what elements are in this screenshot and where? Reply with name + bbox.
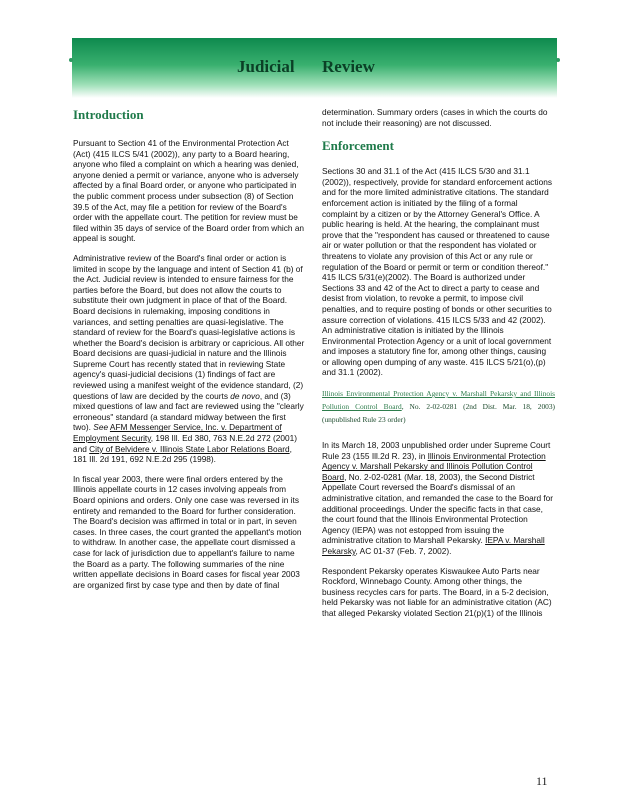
enf-p2-text-b: , No. 2-02-0281 (Mar. 18, 2003), the Second District Appellate Court reversed the Board's dismissal of an administrative citation, and remanded the case to the Board for additional proceedings. Under the specific facts in that case, the court found that the Illinois Environmental Protection Agency (IEPA) was not estopped from issuing the administrative citation to Marshall Pekarsky. [322, 471, 554, 546]
case-citation-afm: AFM Messenger Service, Inc. v. Department of Employment Security [73, 422, 282, 444]
intro-p2-text-a: Administrative review of the Board's final order or action is limited in scope by the language and intent of Section 41 (b) of the Act. Judicial review is intended to ensure fairness for the parties before the Board, but does not allow the courts to substitute their own judgment in place of that of the Board. Board decisions in rulemaking, imposing conditions in variances, and setting penalties are quasi-legislative. The standard of review for the Board's quasi-legislative actions is whether the Board's decision is arbitrary or capricious. All other Board decisions are quasi-judicial in nature and the Illinois Supreme Court has recently stated that in reviewing State agency's quasi-judicial decisions (1) findings of fact are reviewed using a manifest weight of the evidence standard, (2) questions of law are decided by the courts [73, 252, 305, 401]
header-banner [72, 38, 557, 98]
see-signal: See [93, 422, 109, 433]
intro-paragraph-3: In fiscal year 2003, there were final orders entered by the Illinois appellate courts in 12 cases involving appeals from Board opinions and orders. Only one case was reversed in its entirety and remanded to the Board for further consideration. The Board's decision was affirmed in total or in part, in seven cases. In three cases, the court granted the appellant's motion to withdraw. In another case, the appellate court dismissed a case for lack of jurisdiction due to appellant's failure to name the Board as a party. The following summaries of the nine written appellate decisions in Board cases for fiscal year 2003 are organized first by case type and then by date of final [73, 473, 302, 590]
page-title-word-1: Judicial [237, 57, 295, 76]
case-caption-title: Illinois Environmental Protection Agency v. Marshall Pekarsky and Illinois Pollution Control Board [322, 389, 555, 412]
intro-p2-text-b: , and (3) mixed questions of law and fact are reviewed using the "clearly erroneous" standard (a standard midway between the first two). [73, 390, 304, 433]
case-citation-belvidere: City of Belvidere v. Illinois State Labor Relations Board [89, 443, 290, 454]
case-citation-ac-01-37: IEPA v. Marshall Pekarsky [322, 535, 545, 556]
banner-right-dot [556, 58, 560, 62]
right-column [322, 107, 555, 628]
banner-left-dot [69, 58, 73, 62]
enforcement-paragraph-2 [322, 440, 555, 557]
case-caption-details: , No. 2-02-0281 (2nd Dist. Mar. 18, 2003) (unpublished Rule 23 order) [322, 402, 555, 425]
enforcement-heading: Enforcement [322, 138, 394, 154]
case-caption [322, 387, 555, 426]
intro-p2-text-d: , 181 Ill. 2d 191, 692 N.E.2d 295 (1998). [73, 443, 292, 465]
de-novo-term: de novo [230, 390, 260, 401]
enforcement-paragraph-1: Sections 30 and 31.1 of the Act (415 ILCS 5/30 and 31.1 (2002)), respectively, provide for standard enforcement actions and for the more limited administrative citations. The standard enforcement action is initiated by the filing of a formal complaint by a citizen or by the Attorney General's Office. A public hearing is held. At the hearing, the complainant must prove that the "respondent has caused or threatened to cause air or water pollution or that the respondent has violated or threatens to violate any provision of this Act or any rule or regulation of the Board or permit or term or condition thereof." 415 ILCS 5/31(e)(2002). The Board is authorized under Sections 33 and 42 of the Act to direct a party to cease and desist from violation, to revoke a permit, to impose civil penalties, and to require posting of bonds or other securities to assure correction of violations. 415 ILCS 5/33 and 42 (2002). An administrative citation is initiated by the Illinois Environmental Protection Agency or a unit of local government and imposes a statutory fine for, among other things, causing or allowing open dumping of any waste. 415 ILCS 5/21(o),(p) and 31.1 (2002). [322, 166, 552, 378]
intro-paragraph-2 [73, 253, 306, 465]
page-title-word-2: Review [322, 57, 375, 76]
left-column [73, 107, 306, 599]
enf-p2-text-a: In its March 18, 2003 unpublished order under Supreme Court Rule 23 (155 Ill.2d R. 23), in [322, 440, 551, 461]
intro-paragraph-1: Pursuant to Section 41 of the Environmental Protection Act (Act) (415 ILCS 5/41 (2002)), any party to a Board hearing, anyone who filed a complaint on which a hearing was denied, anyone denied a permit or variance, anyone who is adversely affected by a final Board order, or anyone who participated in the public comment process under subsection (8) of Section 39.5 of the Act, may file a petition for review of the Board's order with the appellate court. The petition for review must be filed within 35 days of service of the Board order from which an appeal is sought. [73, 138, 305, 244]
continuation-paragraph: determination. Summary orders (cases in which the courts do not include their reasoning) are not discussed. [322, 107, 548, 128]
page-number: 11 [536, 774, 548, 788]
case-citation-iepa-pekarsky: Illinois Environmental Protection Agency v. Marshall Pekarsky and Illinois Pollution Control Board [322, 450, 546, 482]
enforcement-paragraph-3: Respondent Pekarsky operates Kiswaukee Auto Parts near Rockford, Winnebago County. Among other things, the business recycles cars for parts. The Board, in a 5-2 decision, held Pekarsky was not liable for an administrative citation (AC) that alleged Pekarsky violated Section 21(p)(1) of the Illinois [322, 565, 552, 618]
introduction-heading: Introduction [73, 107, 144, 122]
enf-p2-text-c: , AC 01-37 (Feb. 7, 2002). [355, 546, 452, 556]
intro-p2-text-c: , 198 Ill. Ed 380, 763 N.E.2d 272 (2001) and [73, 433, 297, 454]
